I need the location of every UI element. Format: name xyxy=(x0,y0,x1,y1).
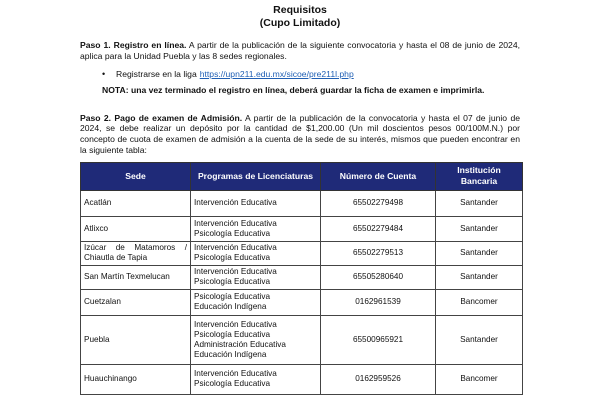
table-row xyxy=(81,216,523,241)
paso2-label: Paso 2. Pago de examen de Admisión. xyxy=(80,112,243,123)
paso1-text: A partir de la publicación de la siguiente convocatoria y hasta el 08 de junio de 2024, aplica para la Unidad Puebla y las 8 sedes regionales. xyxy=(80,40,521,61)
cell-cuenta: 0162961539 xyxy=(321,289,436,315)
cell-cuenta: 65505280640 xyxy=(321,265,436,289)
registration-bullet xyxy=(80,69,520,80)
cell-programas: Psicología Educativa Educación Indígena xyxy=(191,289,321,315)
bullet-text: Registrarse en la liga xyxy=(116,68,197,79)
cell-programas: Intervención Educativa Psicología Educativa xyxy=(191,265,321,289)
bullet-icon: • xyxy=(102,68,106,79)
cell-programas: Intervención Educativa Psicología Educativa xyxy=(191,216,321,241)
cell-banco: Santander xyxy=(436,315,523,364)
cell-banco: Santander xyxy=(436,241,523,265)
cell-banco: Santander xyxy=(436,216,523,241)
cell-cuenta: 0162959526 xyxy=(321,364,436,394)
cell-banco: Santander xyxy=(436,190,523,216)
table-header-row xyxy=(81,162,523,190)
cell-programas: Intervención Educativa Psicología Educativa Administración Educativa Educación Indígena xyxy=(191,315,321,364)
cell-sede: San Martín Texmelucan xyxy=(81,265,191,289)
header-programas: Programas de Licenciaturas xyxy=(191,162,321,190)
table-row xyxy=(81,364,523,394)
cell-sede: Acatlán xyxy=(81,190,191,216)
cell-sede: Cuetzalan xyxy=(81,289,191,315)
cell-cuenta: 65500965921 xyxy=(321,315,436,364)
cell-programas: Intervención Educativa Psicología Educativa xyxy=(191,364,321,394)
cell-programas: Intervención Educativa xyxy=(191,190,321,216)
cell-cuenta: 65502279513 xyxy=(321,241,436,265)
page-subtitle: (Cupo Limitado) xyxy=(259,17,341,30)
accounts-table xyxy=(80,162,523,395)
registration-link[interactable]: https://upn211.edu.mx/sicoe/pre211l.php xyxy=(199,68,354,79)
paso2-text: A partir de la publicación de la convocatoria y hasta el 07 de junio de 2024, se debe realizar un depósito por la cantidad de $1,200.00 (Un mil doscientos pesos 00/100M.N.) por concepto de cuota de examen de admisión a la cuenta de la sede de su interés, mismos que pueden encontrar en la siguiente tabla: xyxy=(80,112,520,155)
cell-cuenta: 65502279484 xyxy=(321,216,436,241)
table-row xyxy=(81,190,523,216)
table-row xyxy=(81,265,523,289)
cell-sede: Huauchinango xyxy=(81,364,191,394)
table-row xyxy=(81,289,523,315)
paso1-label: Paso 1. Registro en línea. xyxy=(80,40,187,51)
header-banco: Institución Bancaria xyxy=(436,162,523,190)
page-title: Requisitos xyxy=(273,4,327,16)
table-row xyxy=(81,315,523,364)
cell-sede: Izúcar de Matamoros / Chiautla de Tapia xyxy=(81,241,191,265)
cell-programas: Intervención Educativa Psicología Educativa xyxy=(191,241,321,265)
cell-sede: Atlixco xyxy=(81,216,191,241)
header-cuenta: Número de Cuenta xyxy=(321,162,436,190)
cell-cuenta: 65502279498 xyxy=(321,190,436,216)
table-row xyxy=(81,241,523,265)
cell-banco: Santander xyxy=(436,265,523,289)
cell-sede: Puebla xyxy=(81,315,191,364)
paso1-paragraph xyxy=(80,40,520,61)
paso1-note: NOTA: una vez terminado el registro en línea, deberá guardar la ficha de examen e imprimirla. xyxy=(102,84,485,95)
header-sede: Sede xyxy=(81,162,191,190)
paso2-paragraph xyxy=(80,113,520,156)
cell-banco: Bancomer xyxy=(436,289,523,315)
cell-banco: Bancomer xyxy=(436,364,523,394)
